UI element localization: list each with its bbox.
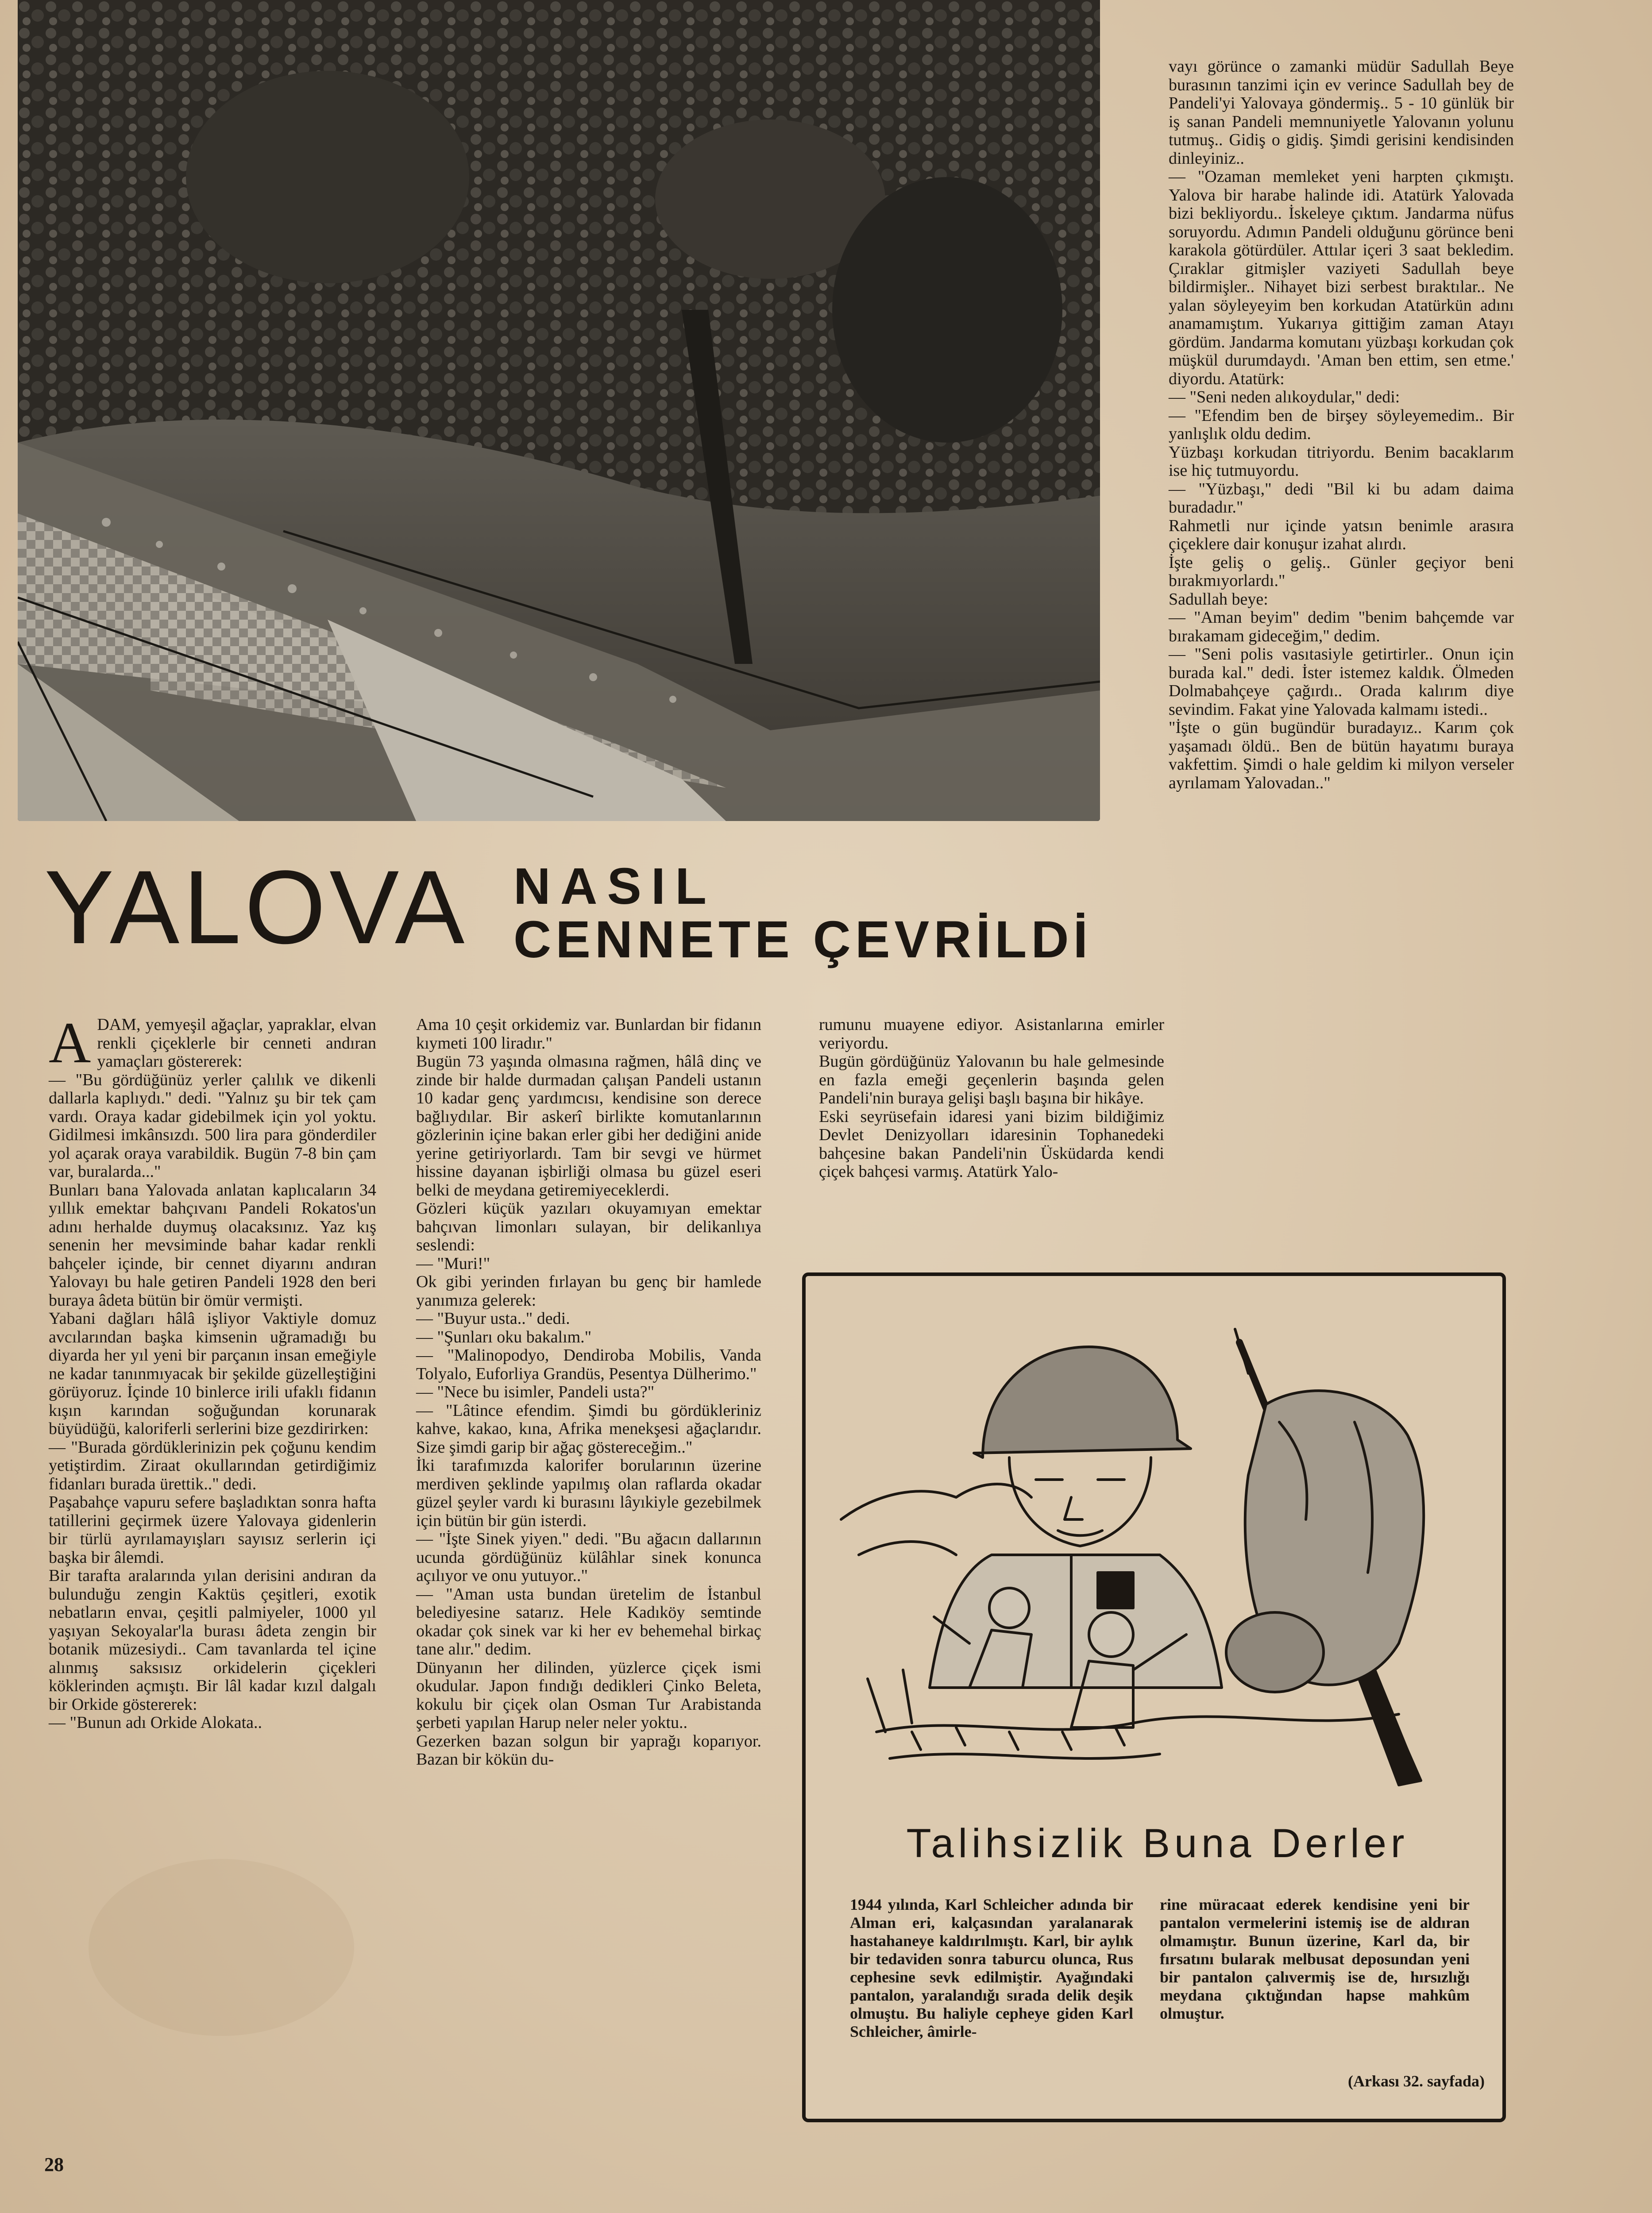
article-paragraph: Bugün gördüğünüz Yalovanın bu hale gelmesinde en fazla emeği geçenlerin başında gelen Pandeli'nin buraya gelişi başlı başına bir hikâye. (819, 1052, 1169, 1107)
article-paragraph: ADAM, yemyeşil ağaçlar, yapraklar, elvan renkli çiçeklerle bir cenneti andıran yamaçları göstererek: (49, 1010, 381, 1075)
article-paragraph: Eski seyrüsefain idaresi yani bizim bildiğimiz Devlet Denizyolları idaresinin Tophanedeki bahçesine bakan Pandeli'nin Üsküdarda kendi çiçek bahçesi varmış. Atatürk Yalo- (819, 1107, 1169, 1181)
sidebar-story-box (802, 1272, 1506, 2122)
article-paragraph: Paşabahçe vapuru sefere başladıktan sonra hafta tatillerini geçirmek üzere Yalovaya gidenlerin bir türlü ayrılamayışları sayısız serlerin içi başka bir âlemdi. (49, 1493, 381, 1567)
article-paragraph: — "Nece bu isimler, Pandeli usta?" (416, 1383, 655, 1401)
headline-yalova: YALOVA (44, 849, 468, 966)
garden-photo (18, 0, 1100, 821)
article-paragraph: Bir tarafta aralarında yılan derisini andıran da bulunduğu zengin Kaktüs çeşitleri, exotik nebatların envaı, çeşitli palmiyeler, 1000 yıl yaşıyan Sekoyalar'la burası âdeta zengin bir botanik müzesiydi.. Cam tavanlarda tel içine alınmış saksısız orkidelerin çiçekleri köklerinden açmıştı. Bir lâl kadar kızıl dalgalı bir Orkide göstererek: (49, 1566, 381, 1714)
article-paragraph: — "Bunun adı Orkide Alokata.. (49, 1713, 262, 1732)
article-paragraph: — "Efendim ben de birşey söyleyemedim.. Bir yanlışlık oldu dedim. (1169, 406, 1518, 443)
article-column-1 (49, 1010, 381, 1732)
soldier-illustration (823, 1289, 1483, 1816)
article-column-2 (416, 1015, 766, 1769)
article-paragraph: Gezerken bazan solgun bir yaprağı koparıyor. Bazan bir kökün du- (416, 1731, 766, 1769)
headline-cennete-cevrildi: CENNETE ÇEVRİLDİ (513, 910, 1092, 969)
article-paragraph: — "İşte Sinek yiyen." dedi. "Bu ağacın dallarının ucunda gördüğünüz külâhlar sinek konunca açılıyor ve onu yutuyor.." (416, 1530, 766, 1585)
article-paragraph: Yüzbaşı korkudan titriyordu. Benim bacaklarım ise hiç tutmuyordu. (1169, 443, 1518, 480)
article-paragraph: — "Seni neden alıkoydular," dedi: (1169, 388, 1400, 406)
article-paragraph: Bunları bana Yalovada anlatan kaplıcaların 34 yıllık emektar bahçıvanı Pandeli Rokatos'un adını herhalde duymuş olacaksınız. Yaz kış senenin her mevsiminde bahar kadar renkli bahçeler içinde, bir cennet diyarını andıran Yalovayı bu hale getiren Pandeli 1928 den beri buraya âdeta bütün bir ömür vermişti. (49, 1180, 381, 1310)
article-paragraph: — "Yüzbaşı," dedi "Bil ki bu adam daima buradadır." (1169, 479, 1518, 517)
article-paragraph: Ama 10 çeşit orkidemiz var. Bunlardan bir fidanın kıymeti 100 liradır." (416, 1015, 766, 1053)
article-paragraph: — "Muri!" (416, 1254, 490, 1273)
article-paragraph: — "Aman beyim" dedim "benim bahçemde var bırakamam gideceğim," dedim. (1169, 608, 1518, 645)
article-paragraph: — "Lâtince efendim. Şimdi bu gördükleriniz kahve, kakao, kına, Afrika menekşesi ağaçlarıdır. Size şimdi garip bir ağaç göstereceğim.." (416, 1401, 766, 1457)
article-paragraph: — "Malinopodyo, Dendiroba Mobilis, Vanda Tolyalo, Euforliya Grandüs, Pesentya Dülherimo." (416, 1346, 765, 1383)
article-paragraph: — "Burada gördüklerinizin pek çoğunu kendim yetiştirdim. Ziraat okullarından getirdiğimiz fidanları burada ürettik.." dedi. (49, 1438, 381, 1493)
article-paragraph: Sadullah beye: (1169, 590, 1268, 609)
article-paragraph: — "Bu gördüğünüz yerler çalılık ve dikenli dallarla kaplıydı." dedi. "Yalnız şu bir tek çam vardı. Oraya kadar gidebilmek için yol yoktu. Gidilmesi imkânsızdı. 500 lira para gönderdiler yol açarak oraya varabildik. Bugün 7-8 bin çam var, buralarda..." (49, 1070, 381, 1181)
sidebar-story-column-2: rine müracaat ederek kendisine yeni bir pantalon vermelerini istemiş ise de aldıran olmamıştır. Bunun üzerine, Karl da, bir fırsatını bularak melbusat deposundan yeni bir pantalon çalıvermiş ise de, hırsızlığı meydana çıktığından hapse mahkûm olmuştur. (1160, 1896, 1470, 2022)
article-paragraph: Bugün 73 yaşında olmasına rağmen, hâlâ dinç ve zinde bir halde durmadan çalışan Pandeli ustanın 10 kadar genç yardımcısı, kendisine son derece bağlıydılar. Bir askerî birlikte komutanlarının gözlerinin içine bakan erler gibi her dediğini anide yerine getiriyorlardı. Tam bir sevgi ve hürmet hissine dayanan işbirliği olmasa bu güzel eseri belki de meydana getiremiyeceklerdi. (416, 1052, 766, 1199)
continued-note: (Arkası 32. sayfada) (1347, 2072, 1485, 2090)
article-paragraph: Gözleri küçük yazıları okuyamıyan emektar bahçıvan limonları sulayan, bir delikanlıya seslendi: (416, 1199, 766, 1254)
article-paragraph: — "Seni polis vasıtasiyle getirtirler.. Onun için burada kal." dedi. İster istemez kaldık. Ölmeden Dolmabahçeye çağırdı.. Orada kalırım diye sevindim. Fakat yine Yalovada kalmamı istedi.. (1169, 645, 1518, 719)
drop-cap: A (49, 1010, 91, 1075)
article-paragraph: Yabani dağları hâlâ işliyor Vaktiyle domuz avcılarından başka kimsenin uğramadığı bu diyarda her yıl yeni bir parçanın insan emeğiyle ne kadar tanınmıyacak bir şekilde güzelleştiğini görüyoruz. İçinde 10 binlerce irili ufaklı fidanın kışın karından soğuğundan korunarak büyüdüğü, kaloriferli serlerini bize gezdirirken: (49, 1309, 381, 1438)
article-column-3 (819, 1015, 1169, 1181)
article-paragraph: — "Şunları oku bakalım." (416, 1327, 592, 1346)
article-paragraph: İşte geliş o geliş.. Günler geçiyor beni bırakmıyorlardı." (1169, 553, 1518, 590)
article-paragraph: Rahmetli nur içinde yatsın benimle arasıra çiçeklere dair konuşur izahat alırdı. (1169, 516, 1518, 553)
headline-nasil: NASIL (513, 857, 716, 915)
article-paragraph: vayı görünce o zamanki müdür Sadullah Beye burasının tanzimi için ev verince Sadullah bey de Pandeli'yi Yalovaya göndermiş.. 5 - 10 günlük bir iş sanan Pandeli memnuniyetle Yalovanın yolunu tutmuş.. Gidiş o gidiş. Şimdi gerisini kendisinden dinleyiniz.. (1169, 57, 1518, 168)
sidebar-story-column-1: 1944 yılında, Karl Schleicher adında bir Alman eri, kalçasından yaralanarak hastahaneye kaldırılmıştı. Karl, bir aylık bir tedaviden sonra taburcu olunca, Rus cephesine sevk edilmiştir. Ayağındaki pantalon, yaralandığı sırada delik deşik olmuştu. Bu haliyle cepheye giden Karl Schleicher, âmirle- (850, 1896, 1133, 2040)
sidebar-story-title: Talihsizlik Buna Derler (906, 1821, 1409, 1866)
article-column-right (1169, 57, 1518, 792)
article-paragraph: — "Buyur usta.." dedi. (416, 1309, 570, 1328)
article-paragraph: Dünyanın her dilinden, yüzlerce çiçek ismi okudular. Japon fındığı dedikleri Çinko Beleta, kokulu bir çiçek olan Osman Tur Arabistanda şerbeti yapılan Harup neler neler yoktu.. (416, 1658, 766, 1732)
page-number: 28 (44, 2154, 64, 2175)
article-paragraph: İki tarafımızda kalorifer borularının üzerine merdiven şeklinde yapılmış olan raflarda okadar güzel şeyler vardı ki burasını lâyıkiyle gezebilmek için bütün bir gün isterdi. (416, 1456, 766, 1530)
article-paragraph: — "Ozaman memleket yeni harpten çıkmıştı. Yalova bir harabe halinde idi. Atatürk Yalovada bizi bekliyordu.. İskeleye çıktım. Jandarma nüfus soruyordu. Adımın Pandeli olduğunu görünce beni karakola götürdüler. Attılar içeri 3 saat bekledim. Çıraklar gitmişler vaziyeti Sadullah beye bildirmişler.. Nihayet bizi serbest bıraktılar.. Ne yalan söyleyeyim ben korkudan Atatürkün adını anamamıştım. Yukarıya gittiğim zaman Atayı gördüm. Jandarma komutanı yüzbaşı korkudan çok müşkül durumdaydı. 'Aman ben ettim, sen etme.' diyordu. Atatürk: (1169, 167, 1518, 388)
article-paragraph: Ok gibi yerinden fırlayan bu genç bir hamlede yanımıza gelerek: (416, 1272, 766, 1310)
paper-stain (89, 1859, 354, 2036)
article-paragraph: rumunu muayene ediyor. Asistanlarına emirler veriyordu. (819, 1015, 1169, 1053)
article-paragraph: "İşte o gün bugündür buradayız.. Karım çok yaşamadı öldü.. Ben de bütün hayatımı buraya vakfettim. Şimdi o hale geldim ki milyon verseler ayrılamam Yalovadan.." (1169, 718, 1518, 792)
article-paragraph: — "Aman usta bundan üretelim de İstanbul belediyesine satarız. Hele Kadıköy semtinde okadar çok sinek var ki her ev behemehal birkaç tane alır." dedim. (416, 1585, 766, 1658)
